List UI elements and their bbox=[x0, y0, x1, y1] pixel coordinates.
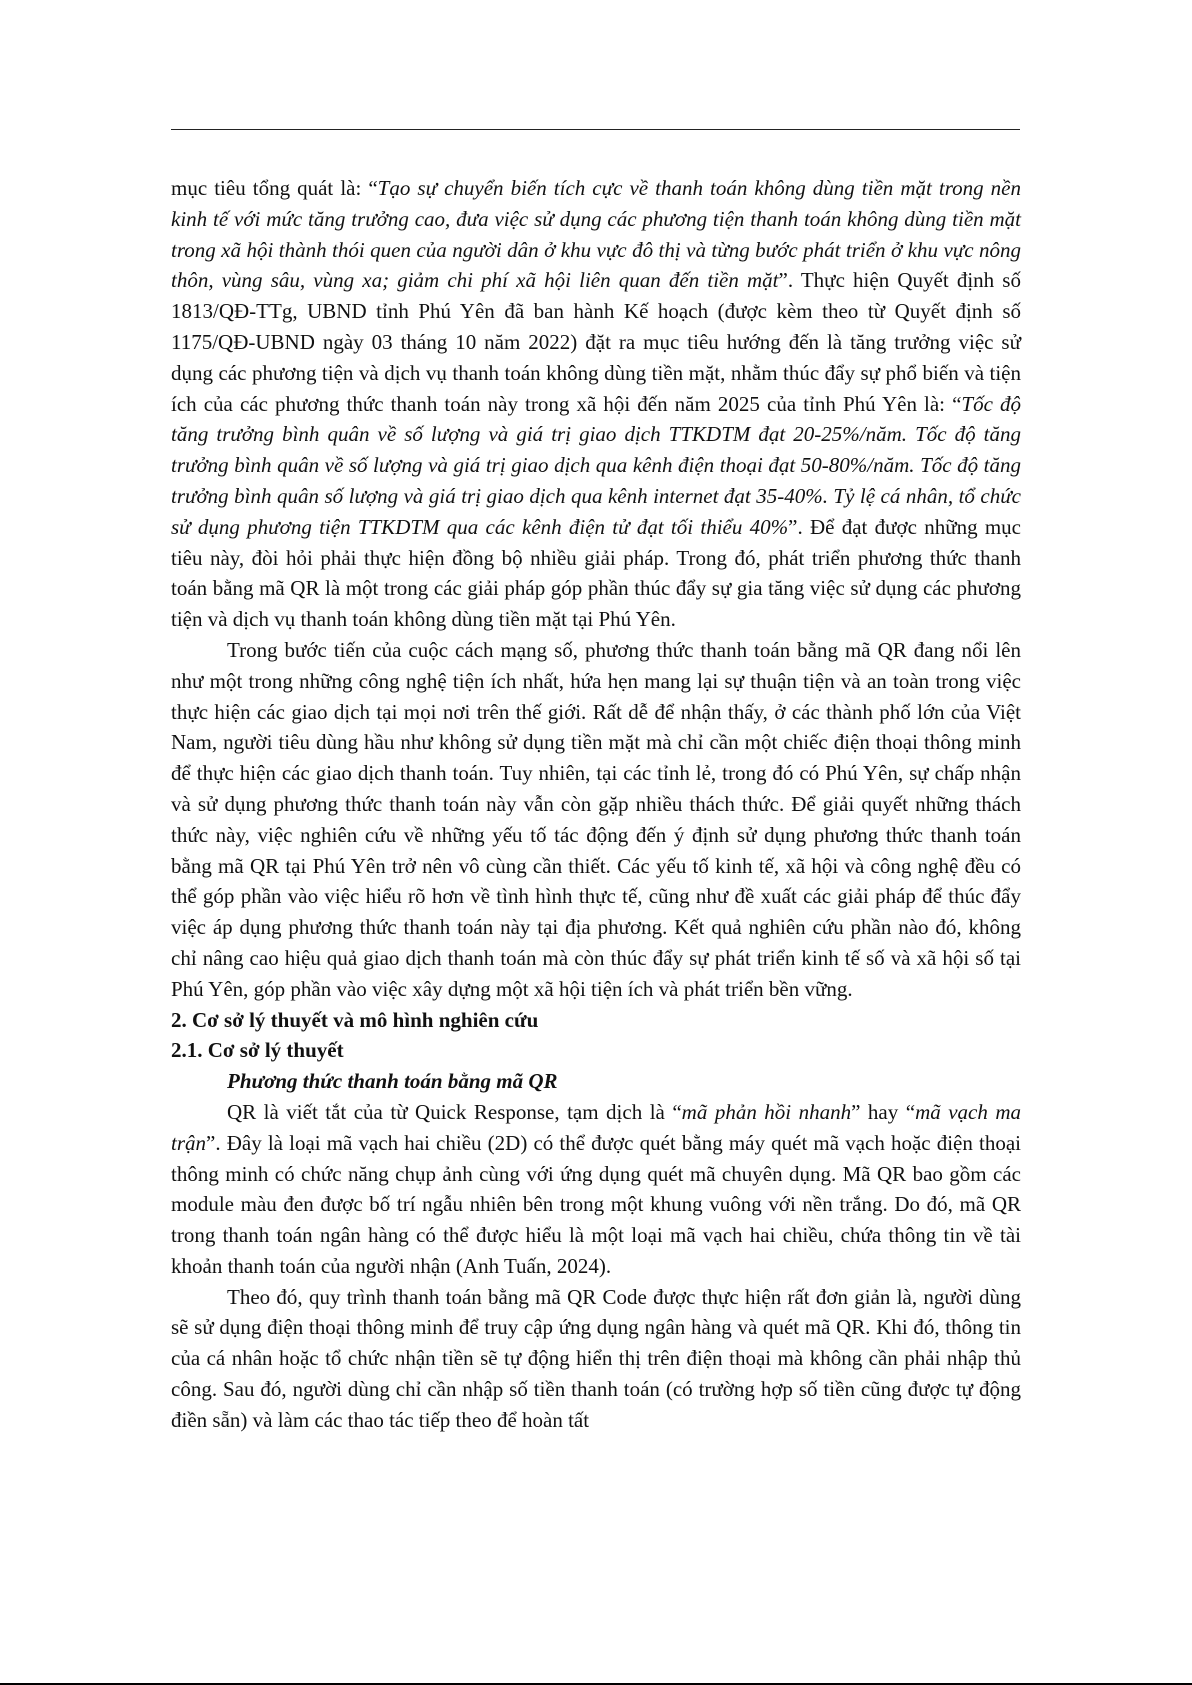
quote-national-objective: Tạo sự chuyển biến tích cực về thanh toán không dùng tiền mặt trong nền kinh tế với mức tăng trưởng cao, đưa việc sử dụng các phương tiện thanh toán không dùng tiền mặt trong xã hội thành thói quen của người dân ở khu vực đô thị và từng bước phát triển ở khu vực nông thôn, vùng sâu, vùng xa; giảm chi phí xã hội liên quan đến tiền mặt bbox=[171, 176, 1021, 293]
quote-province-targets: Tốc độ tăng trưởng bình quân về số lượng và giá trị giao dịch TTKDTM đạt 20-25%/năm. Tốc độ tăng trưởng bình quân về số lượng và giá trị giao dịch qua kênh điện thoại đạt 50-80%/năm. Tốc độ tăng trưởng bình quân số lượng và giá trị giao dịch qua kênh internet đạt 35-40%. Tỷ lệ cá nhân, tổ chức sử dụng phương tiện TTKDTM qua các kênh điện tử đạt tối thiểu 40% bbox=[171, 391, 1022, 539]
text-run: mục tiêu tổng quát là: “ bbox=[171, 176, 378, 200]
text-run: QR là viết tắt của từ Quick Response, tạm dịch là “ bbox=[227, 1099, 682, 1124]
topic-heading: Phương thức thanh toán bằng mã QR bbox=[227, 1069, 558, 1094]
paragraph-qr-definition bbox=[171, 1097, 1021, 1282]
text-run: ”. Đây là loại mã vạch hai chiều (2D) có thể được quét bằng máy quét mã vạch hoặc điện thoại thông minh có chức năng chụp ảnh cùng với ứng dụng quét mã chuyên dụng. Mã QR bao gồm các module màu đen được bố trí ngẫu nhiên bên trong một khung vuông với nền trắng. Do đó, mã QR trong thanh toán ngân hàng có thể được hiểu là một loại mã vạch hai chiều, chứa thông tin về tài khoản thanh toán của người nhận (Anh Tuấn, 2024). bbox=[171, 1130, 1021, 1278]
text-run: ”. Để đạt được những mục tiêu này, đòi hỏi phải thực hiện đồng bộ nhiều giải pháp. Trong đó, phát triển phương thức thanh toán bằng mã QR là một trong các giải pháp góp phần thúc đẩy sự gia tăng việc sử dụng các phương tiện và dịch vụ thanh toán không dùng tiền mặt tại Phú Yên. bbox=[171, 514, 1021, 632]
italic-term: mã phản hồi nhanh bbox=[681, 1099, 852, 1124]
section-heading: 2. Cơ sở lý thuyết và mô hình nghiên cứu bbox=[171, 1007, 539, 1032]
body-content bbox=[171, 173, 1021, 1436]
italic-term: mã vạch ma trận bbox=[171, 1099, 1022, 1155]
paragraph-qr-process: Theo đó, quy trình thanh toán bằng mã QR Code được thực hiện rất đơn giản là, người dùng sẽ sử dụng điện thoại thông minh để truy cập ứng dụng ngân hàng và quét mã QR. Khi đó, thông tin của cá nhân hoặc tổ chức nhận tiền sẽ tự động hiển thị trên điện thoại mà không cần phải nhập thủ công. Sau đó, người dùng chỉ cần nhập số tiền thanh toán (có trường hợp số tiền cũng được tự động điền sẵn) và làm các thao tác tiếp theo để hoàn tất bbox=[171, 1284, 1021, 1432]
header-rule bbox=[171, 129, 1020, 130]
paragraph-objectives bbox=[171, 173, 1021, 635]
paragraph-digital-revolution: Trong bước tiến của cuộc cách mạng số, phương thức thanh toán bằng mã QR đang nổi lên như một trong những công nghệ tiện ích nhất, hứa hẹn mang lại sự thuận tiện và an toàn trong việc thực hiện các giao dịch tại mọi nơi trên thế giới. Rất dễ để nhận thấy, ở các thành phố lớn của Việt Nam, người tiêu dùng hầu như không sử dụng tiền mặt mà chỉ cần một chiếc điện thoại thông minh để thực hiện các giao dịch thanh toán. Tuy nhiên, tại các tỉnh lẻ, trong đó có Phú Yên, sự chấp nhận và sử dụng phương thức thanh toán này vẫn còn gặp nhiều thách thức. Để giải quyết những thách thức này, việc nghiên cứu về những yếu tố tác động đến ý định sử dụng phương thức thanh toán bằng mã QR tại Phú Yên trở nên vô cùng cần thiết. Các yếu tố kinh tế, xã hội và công nghệ đều có thể góp phần vào việc hiểu rõ hơn về tình hình thực tế, cũng như đề xuất các giải pháp để thúc đẩy việc áp dụng phương thức thanh toán này tại địa phương. Kết quả nghiên cứu phần nào đó, không chỉ nâng cao hiệu quả giao dịch thanh toán mà còn thúc đẩy sự phát triển kinh tế số và xã hội số tại Phú Yên, góp phần vào việc xây dựng một xã hội tiện ích và phát triển bền vững. bbox=[171, 637, 1021, 1001]
text-run: ” hay “ bbox=[851, 1099, 916, 1124]
subsection-heading: 2.1. Cơ sở lý thuyết bbox=[171, 1038, 344, 1063]
text-run: ”. Thực hiện Quyết định số 1813/QĐ-TTg, UBND tỉnh Phú Yên đã ban hành Kế hoạch (được kèm theo từ Quyết định số 1175/QĐ-UBND ngày 03 tháng 10 năm 2022) đặt ra mục tiêu hướng đến là tăng trưởng việc sử dụng các phương tiện và dịch vụ thanh toán không dùng tiền mặt, nhằm thúc đẩy sự phổ biến và tiện ích của các phương thức thanh toán này trong xã hội đến năm 2025 của tỉnh Phú Yên là: “ bbox=[171, 268, 1021, 416]
